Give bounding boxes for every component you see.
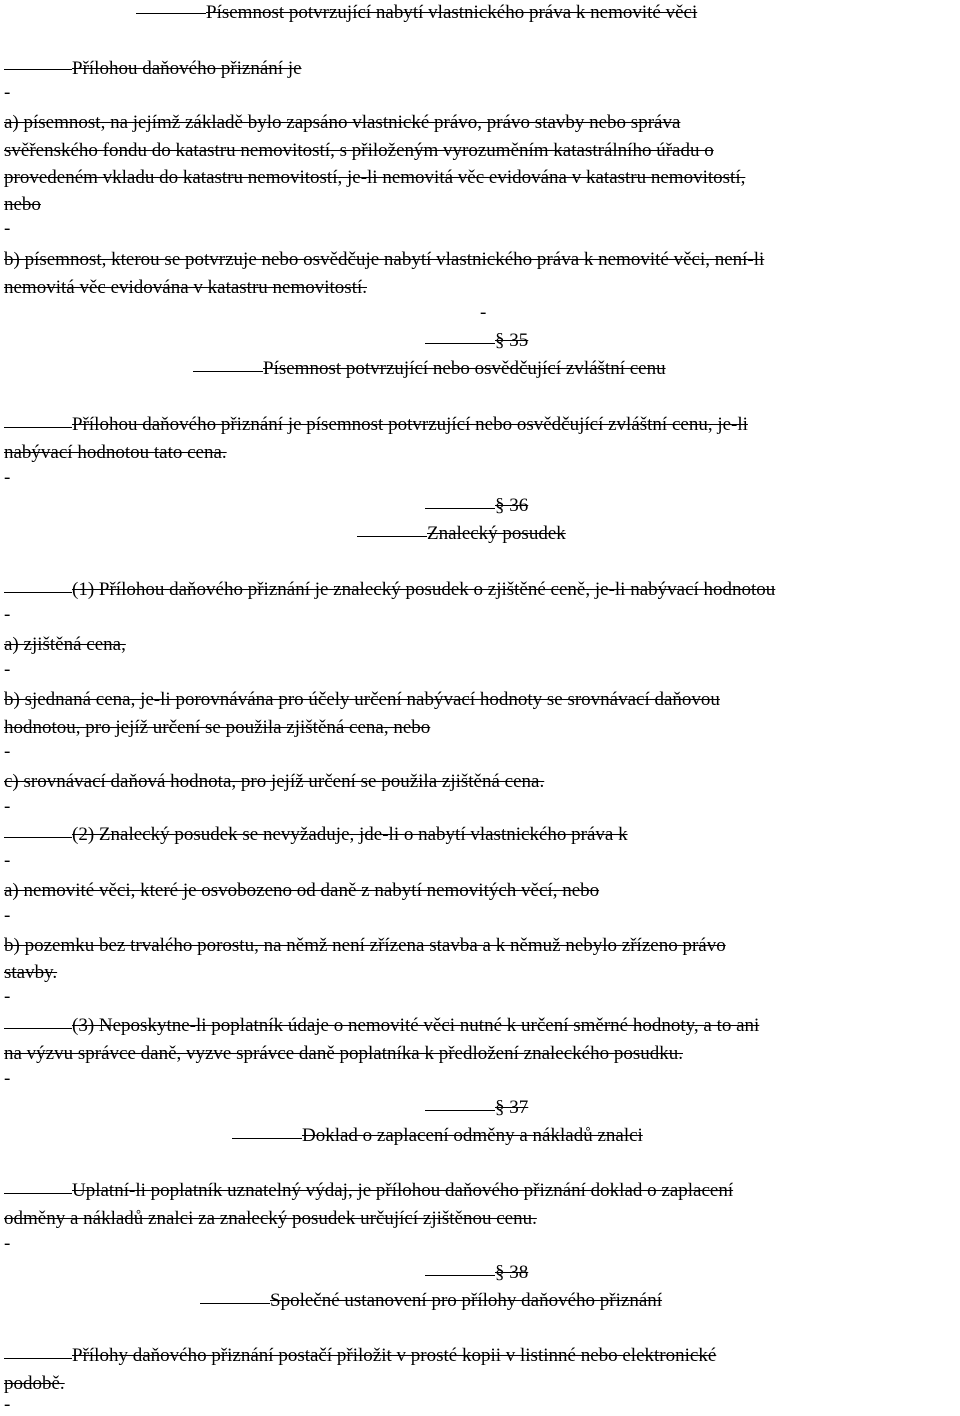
decoration-rule	[232, 1138, 302, 1139]
item-a-line: a) písemnost, na jejímž základě bylo zapsáno vlastnické právo, právo stavby nebo správa	[4, 112, 681, 133]
section-38-number: § 38	[495, 1262, 529, 1283]
decoration-rule	[425, 343, 495, 344]
decoration-rule	[425, 1110, 495, 1111]
separator-dash: -	[4, 741, 11, 762]
section-34-title: Písemnost potvrzující nabytí vlastnického práva k nemovité věci	[206, 2, 698, 23]
section-38-text: Přílohy daňového přiznání postačí přiložit v prosté kopii v listinné nebo elektronické	[72, 1345, 717, 1366]
section-38-title: Společné ustanovení pro přílohy daňového přiznání	[270, 1290, 663, 1311]
item-a-line: nebo	[4, 194, 41, 215]
item-a-line: provedeném vkladu do katastru nemovitostí, je-li nemovitá věc evidována v katastru nemovitostí,	[4, 167, 746, 188]
paragraph-1-item-b: b) sjednaná cena, je-li porovnávána pro účely určení nabývací hodnoty se srovnávací daňovou	[4, 689, 720, 710]
paragraph-1-item-b: hodnotou, pro jejíž určení se použila zjištěná cena, nebo	[4, 717, 431, 738]
paragraph-1-item-a: a) zjištěná cena,	[4, 634, 126, 655]
item-a-line: svěřenského fondu do katastru nemovitostí, s přiloženým vyrozuměním katastrálního úřadu o	[4, 140, 714, 161]
decoration-rule	[425, 1275, 495, 1276]
section-34-intro: Přílohou daňového přiznání je	[72, 58, 302, 79]
decoration-rule	[193, 371, 263, 372]
paragraph-1-item-c: c) srovnávací daňová hodnota, pro jejíž určení se použila zjištěná cena.	[4, 771, 545, 792]
section-36-title: Znalecký posudek	[427, 523, 566, 544]
indent-rule	[4, 837, 72, 838]
paragraph-3: (3) Neposkytne-li poplatník údaje o nemovité věci nutné k určení směrné hodnoty, a to ani	[72, 1015, 760, 1036]
separator-dash: -	[4, 850, 11, 871]
separator-dash: -	[4, 986, 11, 1007]
section-36-number: § 36	[495, 495, 529, 516]
indent-rule	[4, 1358, 72, 1359]
item-b-line: nemovitá věc evidována v katastru nemovitostí.	[4, 277, 368, 298]
indent-rule	[4, 427, 72, 428]
separator-dash: -	[4, 604, 11, 625]
separator-dash: -	[4, 1233, 11, 1254]
separator-dash: -	[4, 1068, 11, 1089]
section-37-text: odměny a nákladů znalci za znalecký posudek určující zjištěnou cenu.	[4, 1208, 537, 1229]
section-35-text: nabývací hodnotou tato cena.	[4, 442, 227, 463]
section-35-text: Přílohou daňového přiznání je písemnost potvrzující nebo osvědčující zvláštní cenu, je-li	[72, 414, 748, 435]
decoration-rule	[200, 1303, 270, 1304]
decoration-rule	[425, 508, 495, 509]
indent-rule	[4, 1193, 72, 1194]
separator-dash: -	[4, 467, 11, 488]
separator-dash: -	[480, 302, 487, 323]
decoration-rule	[136, 13, 206, 14]
section-37-text: Uplatní-li poplatník uznatelný výdaj, je přílohou daňového přiznání doklad o zaplacení	[72, 1180, 734, 1201]
section-35-number: § 35	[495, 330, 529, 351]
paragraph-2-item-a: a) nemovité věci, které je osvobozeno od daně z nabytí nemovitých věcí, nebo	[4, 880, 600, 901]
separator-dash: -	[4, 905, 11, 926]
paragraph-3: na výzvu správce daně, vyzve správce daně poplatníka k předložení znaleckého posudku.	[4, 1043, 683, 1064]
separator-dash: -	[4, 218, 11, 239]
separator-dash: -	[4, 796, 11, 817]
section-35-title: Písemnost potvrzující nebo osvědčující zvláštní cenu	[263, 358, 666, 379]
item-b-line: b) písemnost, kterou se potvrzuje nebo osvědčuje nabytí vlastnického práva k nemovité věci, není-li	[4, 249, 765, 270]
indent-rule	[4, 592, 72, 593]
section-37-number: § 37	[495, 1097, 529, 1118]
paragraph-2-item-b: stavby.	[4, 962, 58, 983]
paragraph-2: (2) Znalecký posudek se nevyžaduje, jde-li o nabytí vlastnického práva k	[72, 824, 628, 845]
paragraph-1: (1) Přílohou daňového přiznání je znalecký posudek o zjištěné ceně, je-li nabývací hodnotou	[72, 579, 776, 600]
indent-rule	[4, 1028, 72, 1029]
separator-dash: -	[4, 659, 11, 680]
separator-dash: -	[4, 1394, 11, 1415]
section-38-text: podobě.	[4, 1373, 65, 1394]
decoration-rule	[357, 536, 427, 537]
indent-rule	[4, 69, 72, 70]
section-37-title: Doklad o zaplacení odměny a nákladů znalci	[302, 1125, 643, 1146]
separator-dash: -	[4, 82, 11, 103]
paragraph-2-item-b: b) pozemku bez trvalého porostu, na němž není zřízena stavba a k němuž nebylo zřízeno právo	[4, 935, 726, 956]
